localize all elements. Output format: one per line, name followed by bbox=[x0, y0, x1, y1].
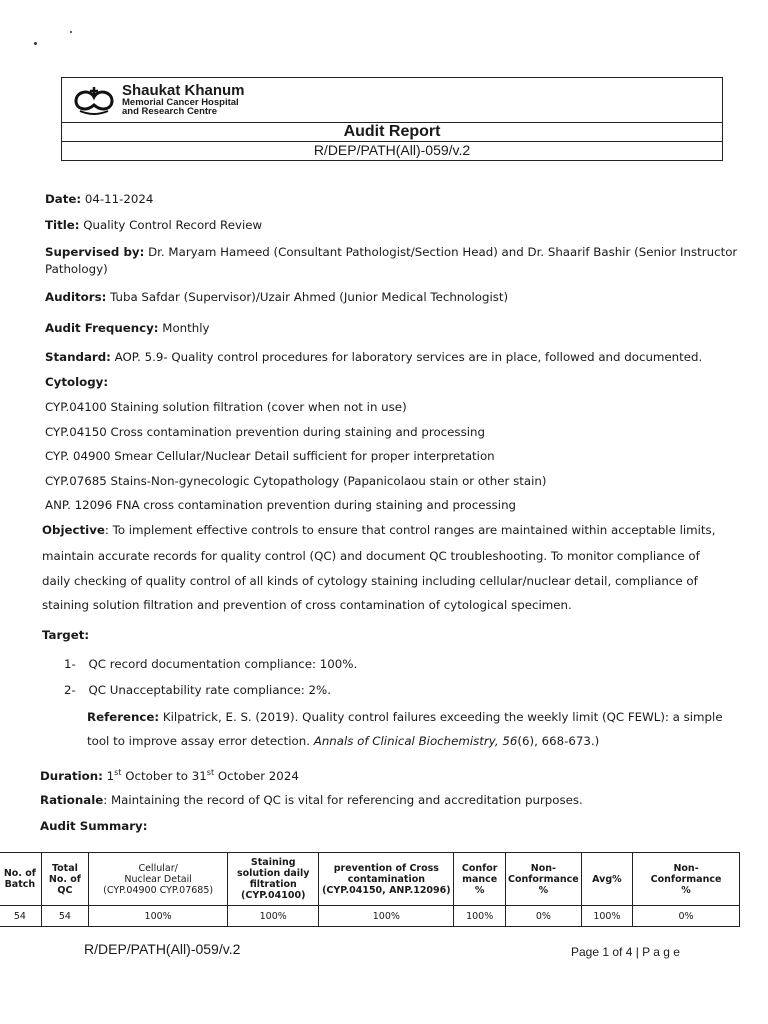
title-label: Title: bbox=[45, 218, 80, 232]
header-no-of-batch: No. of Batch bbox=[0, 853, 41, 906]
duration-label: Duration: bbox=[40, 768, 103, 783]
audit-summary-heading: Audit Summary: bbox=[40, 819, 148, 833]
reference-text: Kilpatrick, E. S. (2019). Quality control failures exceeding the weekly limit (QC FEWL): a simple bbox=[162, 710, 723, 724]
table-row bbox=[0, 906, 740, 927]
frequency-label: Audit Frequency: bbox=[45, 321, 159, 335]
rationale-value: : Maintaining the record of QC is vital for referencing and accreditation purposes. bbox=[103, 793, 583, 807]
header-cross-contamination: prevention of Cross contamination (CYP.04150, ANP.12096) bbox=[319, 853, 454, 906]
table-cell: 0% bbox=[633, 906, 740, 927]
cytology-heading: Cytology: bbox=[45, 375, 109, 389]
standard-label: Standard: bbox=[45, 350, 111, 364]
frequency-value: Monthly bbox=[162, 321, 210, 335]
scan-speck bbox=[34, 42, 37, 45]
target-item-number: 1- bbox=[64, 657, 76, 671]
objective-text-line2: maintain accurate records for quality control (QC) and document QC troubleshooting. To monitor compliance of bbox=[42, 549, 700, 563]
cytology-item: CYP. 04900 Smear Cellular/Nuclear Detail sufficient for proper interpretation bbox=[45, 449, 495, 463]
table-cell: 54 bbox=[0, 906, 41, 927]
org-subtitle-line1: Memorial Cancer Hospital bbox=[122, 97, 239, 108]
header-staining-filtration: Staining solution daily filtration (CYP.04100) bbox=[228, 853, 319, 906]
objective-text: : To implement effective controls to ensure that control ranges are maintained within acceptable limits, bbox=[104, 523, 716, 537]
title-line bbox=[45, 218, 262, 232]
header-cellular-nuclear: Cellular/ Nuclear Detail (CYP.04900 CYP.07685) bbox=[89, 853, 228, 906]
table-cell: 54 bbox=[41, 906, 88, 927]
target-heading: Target: bbox=[42, 628, 90, 642]
page-title: Audit Report bbox=[343, 123, 441, 140]
auditors-label: Auditors: bbox=[45, 290, 107, 304]
target-item bbox=[64, 657, 357, 671]
header-non-conformance-avg: Non- Conformance % bbox=[633, 853, 740, 906]
rationale-line bbox=[40, 793, 583, 807]
target-item-text: QC record documentation compliance: 100%. bbox=[88, 657, 358, 671]
target-item-text: QC Unacceptability rate compliance: 2%. bbox=[88, 683, 331, 697]
cytology-item: ANP. 12096 FNA cross contamination prevention during staining and processing bbox=[45, 498, 517, 512]
hospital-logo-icon bbox=[72, 85, 116, 115]
title-value: Quality Control Record Review bbox=[83, 218, 263, 232]
duration-end-day: 31 bbox=[191, 768, 207, 783]
objective-label: Objective bbox=[42, 523, 105, 537]
header-code-row bbox=[62, 141, 722, 160]
header-total-qc: Total No. of QC bbox=[41, 853, 88, 906]
table-cell: 100% bbox=[89, 906, 228, 927]
footer-page-number: Page 1 of 4 | P a g e bbox=[571, 945, 680, 959]
header-title-row bbox=[62, 122, 722, 142]
org-name: Shaukat Khanum bbox=[122, 82, 245, 99]
rationale-label: Rationale bbox=[40, 793, 104, 807]
reference-line-2 bbox=[87, 734, 599, 748]
reference-journal: Annals of Clinical Biochemistry, 56 bbox=[313, 734, 518, 748]
supervised-value-continued: Pathology) bbox=[45, 262, 108, 276]
objective-line bbox=[42, 523, 715, 537]
standard-value: AOP. 5.9- Quality control procedures for laboratory services are in place, followed and documented. bbox=[114, 350, 703, 364]
auditors-value: Tuba Safdar (Supervisor)/Uzair Ahmed (Junior Medical Technologist) bbox=[110, 290, 509, 304]
duration-line bbox=[40, 766, 299, 783]
document-header bbox=[61, 77, 723, 161]
org-subtitle-line2: and Research Centre bbox=[122, 106, 218, 117]
table-cell: 100% bbox=[319, 906, 454, 927]
duration-end-month: October 2024 bbox=[217, 768, 299, 783]
cytology-item: CYP.04150 Cross contamination prevention during staining and processing bbox=[45, 425, 485, 439]
reference-line bbox=[87, 710, 723, 724]
target-item-number: 2- bbox=[64, 683, 76, 697]
reference-pages: (6), 668-673.) bbox=[517, 734, 600, 748]
standard-line bbox=[45, 350, 702, 364]
cytology-item: CYP.04100 Staining solution filtration (cover when not in use) bbox=[45, 400, 407, 414]
table-cell: 100% bbox=[581, 906, 632, 927]
table-cell: 0% bbox=[505, 906, 581, 927]
scan-speck bbox=[70, 31, 72, 33]
frequency-line bbox=[45, 321, 210, 335]
cytology-item: CYP.07685 Stains-Non-gynecologic Cytopathology (Papanicolaou stain or other stain) bbox=[45, 474, 547, 488]
date-value: 04-11-2024 bbox=[84, 192, 154, 206]
table-cell: 100% bbox=[228, 906, 319, 927]
audit-summary-table bbox=[0, 852, 740, 927]
objective-text-line3: daily checking of quality control of all kinds of cytology staining including cellular/nuclear detail, compliance of bbox=[42, 574, 698, 588]
objective-text-line4: staining solution filtration and prevention of cross contamination of cytological specimen. bbox=[42, 598, 572, 612]
header-logo-row bbox=[62, 78, 722, 123]
footer-document-code: R/DEP/PATH(All)-059/v.2 bbox=[84, 941, 241, 957]
duration-end-suffix: st bbox=[206, 768, 215, 777]
auditors-line bbox=[45, 290, 508, 304]
table-cell: 100% bbox=[454, 906, 506, 927]
header-avg: Avg% bbox=[581, 853, 632, 906]
header-non-conformance: Non- Conformance % bbox=[505, 853, 581, 906]
date-line bbox=[45, 192, 153, 206]
duration-start-day: 1 bbox=[106, 768, 115, 783]
reference-text-2: tool to improve assay error detection. bbox=[87, 734, 310, 748]
table-header-row bbox=[0, 853, 740, 906]
duration-start-suffix: st bbox=[114, 768, 122, 777]
duration-start-month: October to bbox=[125, 768, 189, 783]
header-conformance: Confor mance % bbox=[454, 853, 506, 906]
document-code: R/DEP/PATH(All)-059/v.2 bbox=[313, 142, 471, 158]
supervised-label: Supervised by: bbox=[45, 245, 145, 259]
date-label: Date: bbox=[45, 192, 82, 206]
reference-label: Reference: bbox=[87, 710, 160, 724]
supervised-value: Dr. Maryam Hameed (Consultant Pathologist/Section Head) and Dr. Shaarif Bashir (Senior Instructor bbox=[148, 245, 738, 259]
target-item bbox=[64, 683, 331, 697]
supervised-line bbox=[45, 245, 737, 259]
